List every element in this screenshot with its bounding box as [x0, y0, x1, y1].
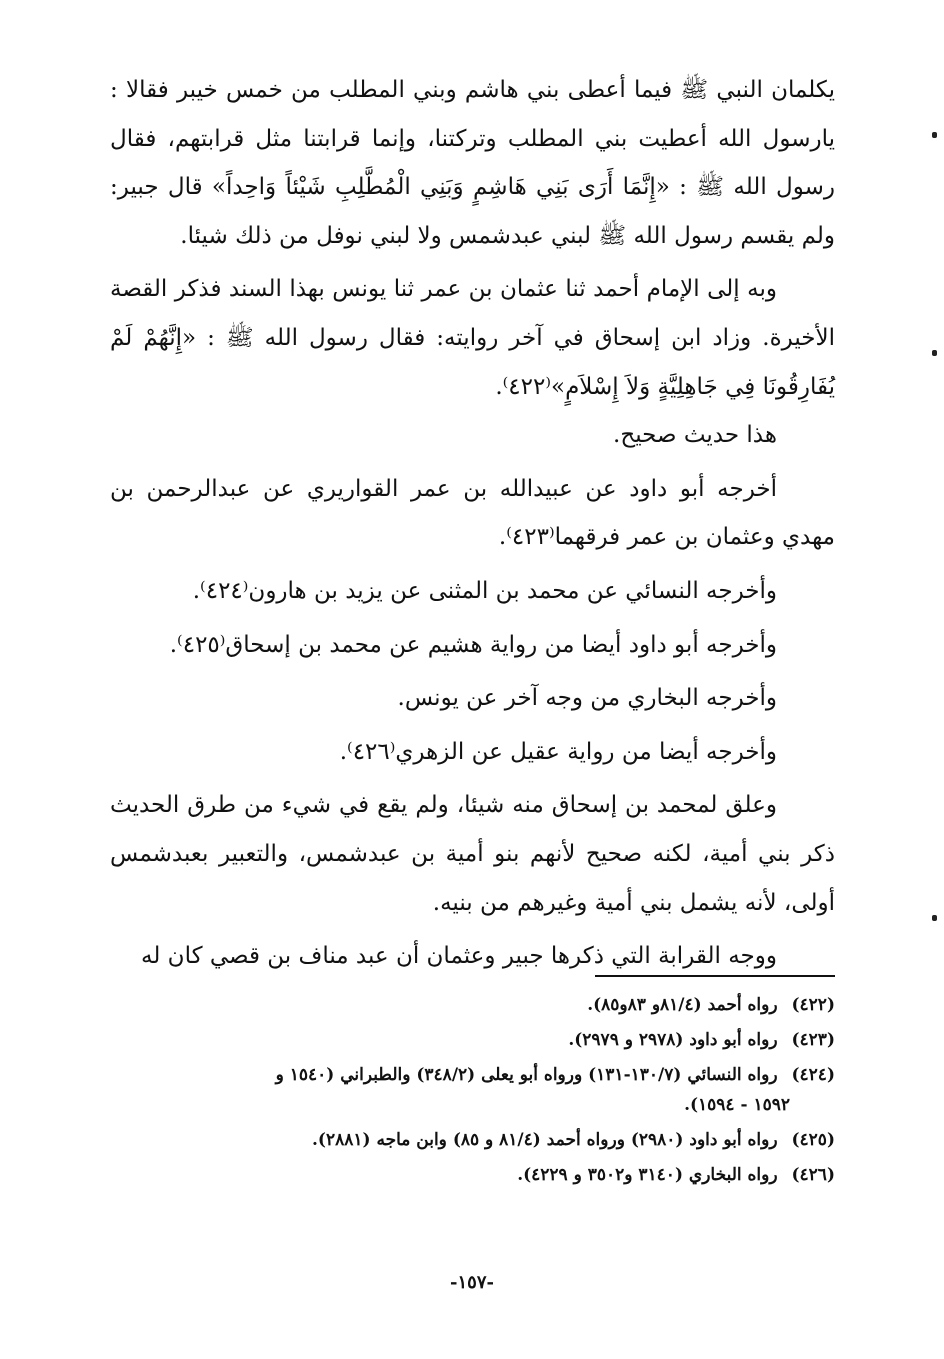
footnote — [110, 1125, 835, 1155]
scan-mark — [932, 132, 937, 138]
footnote-number: (٤٢٥) — [791, 1130, 835, 1150]
footnote-divider — [595, 975, 835, 977]
paragraph: يكلمان النبي ﷺ فيما أعطى بني هاشم وبني المطلب من خمس خيبر فقالا : يارسول الله أعطيت بني المطلب وتركتنا، وإنما قرابتنا مثل قرابتهم، فقال رسول الله ﷺ : «إِنَّمَا أَرَى بَنِي هَاشِمٍ وَبَنِي الْمُطَّلِبِ شَيْئاً وَاحِداً» قال جبير: ولم يقسم رسول الله ﷺ لبني عبدشمس ولا لبني نوفل من ذلك شيئا. — [110, 77, 835, 249]
footnote-number: (٤٢٦) — [791, 1165, 835, 1185]
main-text — [110, 66, 835, 981]
footnotes — [110, 990, 835, 1195]
paragraph: وبه إلى الإمام أحمد ثنا عثمان بن عمر ثنا يونس بهذا السند فذكر القصة الأخيرة. وزاد ابن إسحاق في آخر روايته: فقال رسول الله ﷺ : «إِنَّهُمْ لَمْ يُفَارِقُونَا فِي جَاهِلِيَّةٍ وَلاَ إِسْلاَمٍ»⁽٤٢٢⁾. — [110, 276, 835, 400]
footnote-text: رواه النسائي (١٣٠/٧-١٣١) ورواه أبو يعلى (٣٤٨/٢) والطبراني (١٥٤٠ و — [275, 1065, 778, 1085]
footnote — [110, 990, 835, 1020]
footnote-text: رواه البخاري (٣١٤٠ و٣٥٠٢ و ٤٢٢٩). — [517, 1165, 778, 1185]
paragraph: أخرجه أبو داود عن عبيدالله بن عمر القواريري عن عبدالرحمن بن مهدي وعثمان بن عمر فرقهما⁽٤٢٣⁾. — [110, 475, 835, 551]
footnote — [110, 1025, 835, 1055]
paragraph: وأخرجه البخاري من وجه آخر عن يونس. — [397, 685, 777, 712]
paragraph: وأخرجه النسائي عن محمد بن المثنى عن يزيد بن هارون⁽٤٢٤⁾. — [192, 577, 777, 604]
paragraph: وعلق لمحمد بن إسحاق منه شيئا، ولم يقع في شيء من طرق الحديث ذكر بني أمية، لكنه صحيح لأنهم بنو أمية بن عبدشمس، والتعبير بعبدشمس أولى، لأنه يشمل بني أمية وغيرهم من بنيه. — [110, 792, 835, 916]
footnote-continuation: ١٥٩٢ - ١٥٩٤). — [684, 1095, 790, 1115]
footnote — [110, 1160, 835, 1190]
page-number: -١٥٧- — [450, 1272, 494, 1293]
scan-mark — [932, 915, 937, 921]
footnote-text: رواه أبو داود (٢٩٨٠) ورواه أحمد (٨١/٤ و ٨٥) وابن ماجه (٢٨٨١). — [312, 1130, 778, 1150]
footnote — [110, 1060, 835, 1120]
footnote-number: (٤٢٤) — [791, 1065, 835, 1085]
paragraph: هذا حديث صحيح. — [613, 422, 777, 449]
paragraph: ووجه القرابة التي ذكرها جبير وعثمان أن عبد مناف بن قصي كان له — [141, 943, 777, 970]
paragraph: وأخرجه أيضا من رواية عقيل عن الزهري⁽٤٢٦⁾. — [339, 738, 777, 765]
footnote-number: (٤٢٣) — [791, 1030, 835, 1050]
footnote-text: رواه أحمد (٨١/٤و ٨٣و٨٥). — [587, 995, 778, 1015]
footnote-text: رواه أبو داود (٢٩٧٨ و ٢٩٧٩). — [568, 1030, 778, 1050]
paragraph: وأخرجه أبو داود أيضا من رواية هشيم عن محمد بن إسحاق⁽٤٢٥⁾. — [169, 631, 777, 658]
footnote-number: (٤٢٢) — [791, 995, 835, 1015]
scan-mark — [932, 350, 937, 356]
